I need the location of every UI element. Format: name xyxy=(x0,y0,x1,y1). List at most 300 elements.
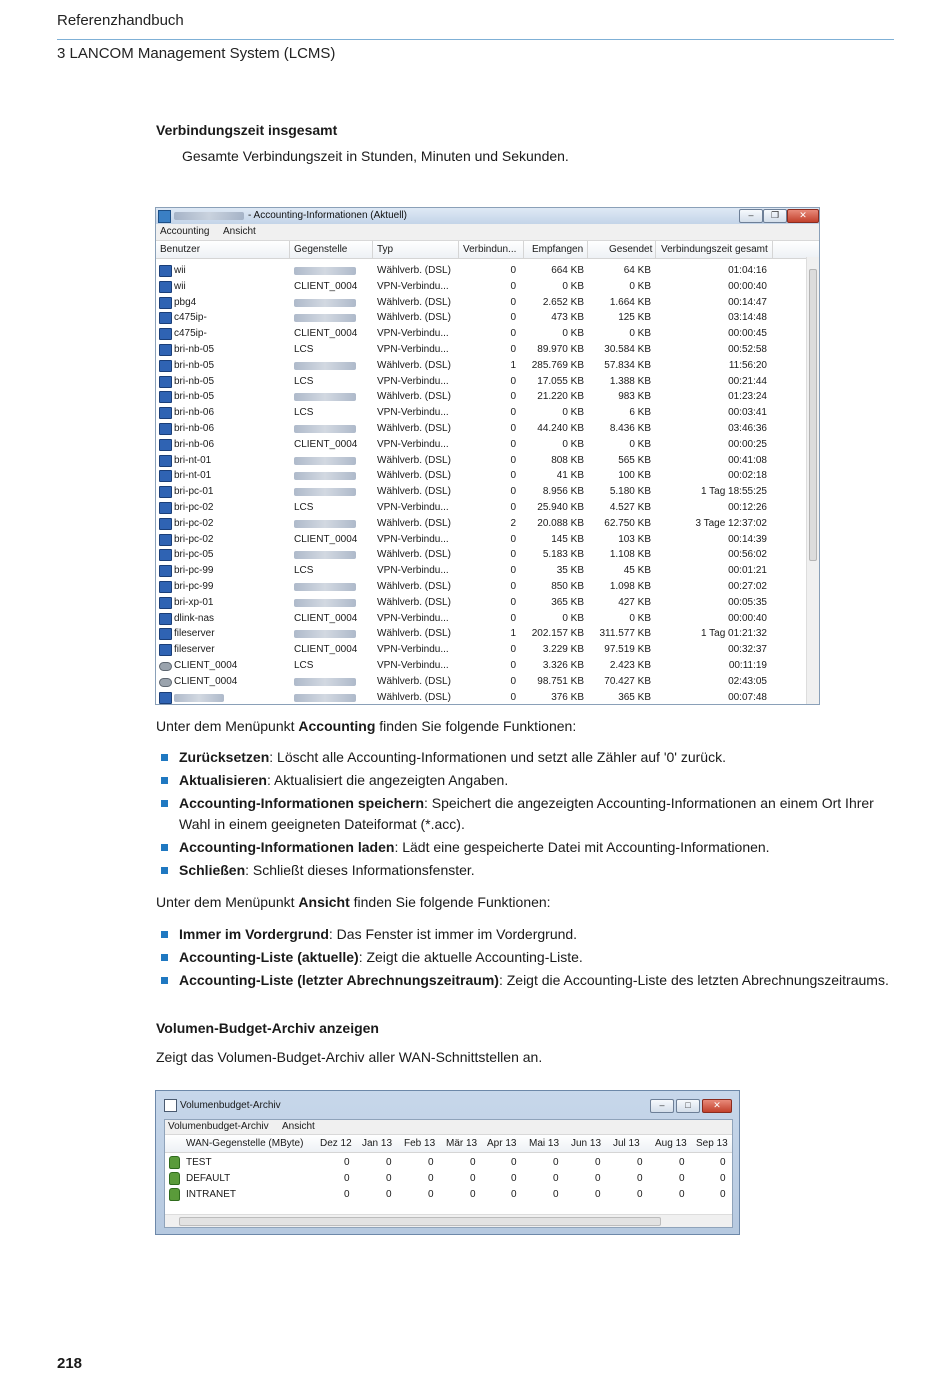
blurred-remote-name xyxy=(294,694,356,702)
cell-received: 5.183 KB xyxy=(542,549,584,561)
bullet-square-icon xyxy=(161,777,168,784)
blurred-remote-name xyxy=(294,267,356,275)
table-row[interactable] xyxy=(156,690,806,705)
cell-remote: CLIENT_0004 xyxy=(294,644,358,656)
cell-sent: 4.527 KB xyxy=(609,502,651,513)
blurred-remote-name xyxy=(294,472,356,480)
cell-total-time: 01:23:24 xyxy=(728,391,767,403)
blurred-remote-name xyxy=(294,299,356,307)
app-icon xyxy=(158,210,171,223)
cell-sent: 62.750 KB xyxy=(604,517,651,529)
cell-connections: 0 xyxy=(510,375,516,387)
cell-sent: 45 KB xyxy=(623,565,651,577)
cell-user: bri-pc-01 xyxy=(174,486,214,498)
cell-total-time: 11:56:20 xyxy=(728,359,767,371)
ansicht-function-item: Accounting-Liste (letzter Abrechnungszeitraum): Zeigt die Accounting-Liste des letzten Abrechnungszeitraums. xyxy=(158,970,898,991)
vpn-client-icon xyxy=(159,662,172,671)
cell-month-value: 0 xyxy=(553,1157,559,1168)
database-icon xyxy=(169,1188,180,1201)
cell-total-time: 00:07:48 xyxy=(728,691,767,703)
computer-icon xyxy=(159,502,172,514)
cell-connections: 0 xyxy=(510,612,516,624)
cell-sent: 983 KB xyxy=(618,391,651,403)
cell-user: bri-pc-02 xyxy=(174,533,214,545)
ansicht-function-list xyxy=(158,924,898,993)
col-verbindungen[interactable]: Verbindun... xyxy=(463,244,517,255)
cell-received: 145 KB xyxy=(551,533,584,545)
ansicht-function-item: Immer im Vordergrund: Das Fenster ist immer im Vordergrund. xyxy=(158,924,898,945)
menu-ansicht[interactable]: Ansicht xyxy=(223,226,256,237)
volume-budget-menubar xyxy=(165,1120,732,1135)
page-number: 218 xyxy=(57,1355,83,1372)
cell-month-value: 0 xyxy=(595,1173,601,1184)
table-row[interactable] xyxy=(165,1154,732,1170)
cell-month-value: 0 xyxy=(720,1189,726,1200)
cell-connections: 0 xyxy=(510,581,516,592)
table-row[interactable] xyxy=(156,516,806,532)
cell-sent: 57.834 KB xyxy=(604,359,651,371)
database-icon xyxy=(169,1156,180,1169)
cell-remote: CLIENT_0004 xyxy=(294,328,358,340)
cell-type: VPN-Verbindu... xyxy=(377,280,449,292)
cell-sent: 5.180 KB xyxy=(609,486,651,498)
cell-type: VPN-Verbindu... xyxy=(377,438,449,450)
volume-budget-column-header xyxy=(165,1135,732,1153)
volume-budget-window xyxy=(155,1090,740,1235)
cell-user: bri-nb-06 xyxy=(174,407,215,419)
table-row[interactable] xyxy=(156,484,806,500)
cell-total-time: 00:14:47 xyxy=(728,296,767,308)
cell-sent: 6 KB xyxy=(629,407,651,419)
cell-type: VPN-Verbindu... xyxy=(377,660,449,671)
cell-connections: 0 xyxy=(510,391,516,403)
cell-total-time: 00:14:39 xyxy=(728,533,767,545)
col-wan-remote[interactable]: WAN-Gegenstelle (MByte) xyxy=(186,1138,304,1149)
cell-received: 2.652 KB xyxy=(542,296,584,308)
cell-total-time: 00:00:40 xyxy=(728,612,767,624)
cell-sent: 1.098 KB xyxy=(609,581,651,592)
cell-user: c475ip- xyxy=(174,328,207,340)
computer-icon xyxy=(159,360,172,372)
cell-user: fileserver xyxy=(174,644,215,656)
accounting-vertical-scrollbar[interactable] xyxy=(806,257,819,704)
computer-icon xyxy=(159,565,172,577)
cell-remote: LCS xyxy=(294,660,314,671)
cell-user: bri-pc-99 xyxy=(174,565,214,577)
col-typ[interactable]: Typ xyxy=(377,244,394,255)
table-row[interactable] xyxy=(165,1186,732,1202)
volume-budget-content xyxy=(164,1119,733,1228)
cell-connections: 0 xyxy=(510,660,516,671)
cell-user: bri-nb-06 xyxy=(174,438,215,450)
computer-icon xyxy=(159,344,172,356)
cell-month-value: 0 xyxy=(428,1173,434,1184)
accounting-window-title: - Accounting-Informationen (Aktuell) xyxy=(248,210,407,221)
running-header-book: Referenzhandbuch xyxy=(57,12,184,29)
cell-sent: 427 KB xyxy=(618,596,651,608)
cell-total-time: 1 Tag 01:21:32 xyxy=(701,628,767,640)
cell-month-value: 0 xyxy=(720,1173,726,1184)
cell-month-value: 0 xyxy=(344,1189,350,1200)
cell-month-value: 0 xyxy=(553,1173,559,1184)
col-empfangen[interactable]: Empfangen xyxy=(532,244,584,255)
cell-user: bri-nb-05 xyxy=(174,359,215,371)
col-month[interactable]: Feb 13 xyxy=(404,1138,436,1149)
col-verbindungszeit[interactable]: Verbindungszeit gesamt xyxy=(661,244,768,255)
blurred-remote-name xyxy=(294,678,356,686)
cell-type: VPN-Verbindu... xyxy=(377,533,449,545)
table-row[interactable] xyxy=(156,500,806,516)
blurred-remote-name xyxy=(294,583,356,591)
cell-received: 376 KB xyxy=(551,691,584,703)
cell-month-value: 0 xyxy=(386,1189,392,1200)
section-text-connection-time: Gesamte Verbindungszeit in Stunden, Minuten und Sekunden. xyxy=(182,148,569,164)
bullet-square-icon xyxy=(161,977,168,984)
table-row[interactable] xyxy=(156,421,806,437)
cell-month-value: 0 xyxy=(386,1173,392,1184)
menu-volumenbudget-archiv[interactable]: Volumenbudget-Archiv xyxy=(168,1121,269,1132)
computer-icon xyxy=(159,628,172,640)
cell-month-value: 0 xyxy=(344,1173,350,1184)
cell-received: 35 KB xyxy=(556,565,584,577)
database-icon xyxy=(169,1172,180,1185)
col-gesendet[interactable]: Gesendet xyxy=(609,244,653,255)
close-button[interactable]: ✕ xyxy=(702,1099,732,1113)
cell-remote: LCS xyxy=(294,344,314,355)
cell-connections: 0 xyxy=(510,265,516,276)
cell-received: 202.157 KB xyxy=(531,628,584,640)
table-row[interactable] xyxy=(156,579,806,595)
cell-month-value: 0 xyxy=(428,1189,434,1200)
cell-type: Wählverb. (DSL) xyxy=(377,359,451,371)
computer-icon xyxy=(159,281,172,293)
table-row[interactable] xyxy=(156,263,806,279)
cell-received: 20.088 KB xyxy=(537,517,584,529)
cell-connections: 0 xyxy=(510,644,516,656)
cell-user: wii xyxy=(174,280,186,292)
cell-type: Wählverb. (DSL) xyxy=(377,691,451,703)
computer-icon xyxy=(159,692,172,704)
cell-user: dlink-nas xyxy=(174,612,215,624)
table-row[interactable] xyxy=(156,310,806,326)
cell-total-time: 00:02:18 xyxy=(728,470,767,482)
col-benutzer[interactable]: Benutzer xyxy=(160,244,201,255)
table-row[interactable] xyxy=(156,374,806,390)
cell-user: bri-nt-01 xyxy=(174,470,212,482)
table-row[interactable] xyxy=(156,437,806,453)
accounting-column-header xyxy=(156,241,819,259)
cell-month-value: 0 xyxy=(511,1189,517,1200)
blurred-remote-name xyxy=(294,362,356,370)
cell-sent: 64 KB xyxy=(623,265,651,276)
cell-received: 3.229 KB xyxy=(542,644,584,656)
computer-icon xyxy=(159,455,172,467)
window-icon xyxy=(164,1099,177,1112)
cell-connections: 0 xyxy=(510,533,516,545)
col-month[interactable]: Jun 13 xyxy=(571,1138,602,1149)
cell-remote-name: DEFAULT xyxy=(186,1173,231,1184)
cell-total-time: 00:00:45 xyxy=(728,328,767,340)
cell-user: bri-pc-99 xyxy=(174,581,214,592)
cell-connections: 0 xyxy=(510,596,516,608)
cell-received: 0 KB xyxy=(562,612,584,624)
cell-received: 89.970 KB xyxy=(537,344,584,355)
cell-remote: CLIENT_0004 xyxy=(294,438,358,450)
computer-icon xyxy=(159,534,172,546)
table-row[interactable] xyxy=(156,642,806,658)
cell-month-value: 0 xyxy=(470,1173,476,1184)
table-row[interactable] xyxy=(165,1170,732,1186)
ansicht-function-item: Accounting-Liste (aktuelle): Zeigt die aktuelle Accounting-Liste. xyxy=(158,947,898,968)
computer-icon xyxy=(159,581,172,593)
cell-connections: 1 xyxy=(510,628,516,640)
cell-total-time: 00:27:02 xyxy=(728,581,767,592)
computer-icon xyxy=(159,486,172,498)
col-month[interactable]: Jan 13 xyxy=(362,1138,393,1149)
table-row[interactable] xyxy=(156,405,806,421)
cell-connections: 0 xyxy=(510,407,516,419)
cell-connections: 0 xyxy=(510,296,516,308)
cell-sent: 2.423 KB xyxy=(609,660,651,671)
computer-icon xyxy=(159,549,172,561)
computer-icon xyxy=(159,423,172,435)
cell-received: 0 KB xyxy=(562,280,584,292)
blurred-remote-name xyxy=(294,599,356,607)
blurred-remote-name xyxy=(294,393,356,401)
cell-total-time: 00:52:58 xyxy=(728,344,767,355)
cell-user: bri-pc-02 xyxy=(174,502,214,513)
accounting-window xyxy=(155,207,820,705)
cell-type: Wählverb. (DSL) xyxy=(377,675,451,687)
cell-total-time: 00:56:02 xyxy=(728,549,767,561)
cell-connections: 0 xyxy=(510,502,516,513)
minimize-button[interactable]: – xyxy=(650,1099,674,1113)
blurred-device-name xyxy=(174,212,244,220)
cell-month-value: 0 xyxy=(428,1157,434,1168)
accounting-menubar xyxy=(156,224,819,241)
restore-button[interactable]: ❐ xyxy=(763,209,787,223)
table-row[interactable] xyxy=(156,279,806,295)
cell-sent: 0 KB xyxy=(629,328,651,340)
cell-total-time: 00:03:41 xyxy=(728,407,767,419)
vpn-client-icon xyxy=(159,678,172,687)
blurred-remote-name xyxy=(294,457,356,465)
running-header-chapter: 3 LANCOM Management System (LCMS) xyxy=(57,45,336,62)
computer-icon xyxy=(159,518,172,530)
cell-received: 3.326 KB xyxy=(542,660,584,671)
cell-type: Wählverb. (DSL) xyxy=(377,517,451,529)
cell-month-value: 0 xyxy=(511,1173,517,1184)
cell-type: Wählverb. (DSL) xyxy=(377,549,451,561)
cell-user: bri-pc-05 xyxy=(174,549,214,561)
computer-icon xyxy=(159,470,172,482)
close-button[interactable]: ✕ xyxy=(787,209,819,223)
scrollbar-thumb[interactable] xyxy=(179,1217,661,1226)
col-month[interactable]: Apr 13 xyxy=(487,1138,517,1149)
cell-received: 0 KB xyxy=(562,328,584,340)
cell-received: 41 KB xyxy=(556,470,584,482)
accounting-function-item: Accounting-Informationen speichern: Speichert die angezeigten Accounting-Informationen an einem Ort Ihrer Wahl in einem geeigneten Dateiformat (*.acc). xyxy=(158,793,898,835)
cell-connections: 0 xyxy=(510,423,516,434)
cell-total-time: 00:00:40 xyxy=(728,280,767,292)
cell-total-time: 03:14:48 xyxy=(728,312,767,324)
cell-type: Wählverb. (DSL) xyxy=(377,265,451,276)
cell-sent: 8.436 KB xyxy=(609,423,651,434)
cell-total-time: 00:05:35 xyxy=(728,596,767,608)
cell-type: VPN-Verbindu... xyxy=(377,565,449,577)
cell-month-value: 0 xyxy=(637,1189,643,1200)
cell-user: bri-pc-02 xyxy=(174,517,214,529)
cell-sent: 565 KB xyxy=(618,454,651,466)
section-text-volume-budget: Zeigt das Volumen-Budget-Archiv aller WAN-Schnittstellen an. xyxy=(156,1049,543,1065)
table-row[interactable] xyxy=(156,532,806,548)
cell-month-value: 0 xyxy=(679,1157,685,1168)
cell-type: VPN-Verbindu... xyxy=(377,612,449,624)
cell-received: 98.751 KB xyxy=(537,675,584,687)
col-month[interactable]: Sep 13 xyxy=(696,1138,728,1149)
table-row[interactable] xyxy=(156,326,806,342)
cell-type: VPN-Verbindu... xyxy=(377,644,449,656)
computer-icon xyxy=(159,312,172,324)
cell-received: 21.220 KB xyxy=(537,391,584,403)
cell-total-time: 00:12:26 xyxy=(728,502,767,513)
cell-type: Wählverb. (DSL) xyxy=(377,312,451,324)
cell-received: 850 KB xyxy=(551,581,584,592)
blurred-remote-name xyxy=(294,488,356,496)
blurred-remote-name xyxy=(294,520,356,528)
table-row[interactable] xyxy=(156,295,806,311)
computer-icon xyxy=(159,644,172,656)
cell-month-value: 0 xyxy=(637,1173,643,1184)
cell-user: bri-nb-06 xyxy=(174,423,215,434)
cell-type: Wählverb. (DSL) xyxy=(377,486,451,498)
computer-icon xyxy=(159,597,172,609)
table-row[interactable] xyxy=(156,611,806,627)
cell-sent: 125 KB xyxy=(618,312,651,324)
cell-total-time: 00:32:37 xyxy=(728,644,767,656)
computer-icon xyxy=(159,391,172,403)
table-row[interactable] xyxy=(156,626,806,642)
cell-user: wii xyxy=(174,265,186,276)
col-month[interactable]: Aug 13 xyxy=(655,1138,687,1149)
cell-total-time: 00:00:25 xyxy=(728,438,767,450)
blurred-remote-name xyxy=(294,314,356,322)
scrollbar-thumb[interactable] xyxy=(809,269,817,561)
cell-month-value: 0 xyxy=(553,1189,559,1200)
cell-month-value: 0 xyxy=(595,1189,601,1200)
section-heading-volume-budget: Volumen-Budget-Archiv anzeigen xyxy=(156,1020,379,1036)
computer-icon xyxy=(159,439,172,451)
cell-user: CLIENT_0004 xyxy=(174,660,238,671)
maximize-button[interactable]: □ xyxy=(676,1099,700,1113)
cell-type: Wählverb. (DSL) xyxy=(377,581,451,592)
cell-connections: 0 xyxy=(510,470,516,482)
col-month[interactable]: Mai 13 xyxy=(529,1138,560,1149)
ansicht-menu-intro: Unter dem Menüpunkt Ansicht finden Sie folgende Funktionen: xyxy=(156,894,551,910)
table-row[interactable] xyxy=(156,342,806,358)
cell-received: 285.769 KB xyxy=(531,359,584,371)
bullet-square-icon xyxy=(161,954,168,961)
table-row[interactable] xyxy=(156,674,806,690)
col-month[interactable]: Dez 12 xyxy=(320,1138,352,1149)
cell-month-value: 0 xyxy=(720,1157,726,1168)
minimize-button[interactable]: – xyxy=(739,209,763,223)
section-heading-connection-time: Verbindungszeit insgesamt xyxy=(156,122,338,138)
cell-connections: 0 xyxy=(510,280,516,292)
cell-connections: 0 xyxy=(510,438,516,450)
computer-icon xyxy=(159,407,172,419)
table-row[interactable] xyxy=(156,595,806,611)
cell-connections: 0 xyxy=(510,549,516,561)
cell-sent: 311.577 KB xyxy=(599,628,651,640)
cell-remote: LCS xyxy=(294,375,314,387)
cell-sent: 30.584 KB xyxy=(604,344,651,355)
accounting-menu-intro: Unter dem Menüpunkt Accounting finden Sie folgende Funktionen: xyxy=(156,718,577,734)
menu-accounting[interactable]: Accounting xyxy=(160,226,210,237)
cell-month-value: 0 xyxy=(386,1157,392,1168)
table-row[interactable] xyxy=(156,358,806,374)
table-row[interactable] xyxy=(156,547,806,563)
cell-sent: 0 KB xyxy=(629,438,651,450)
cell-month-value: 0 xyxy=(595,1157,601,1168)
cell-connections: 0 xyxy=(510,675,516,687)
col-month[interactable]: Mär 13 xyxy=(446,1138,478,1149)
computer-icon xyxy=(159,265,172,277)
table-row[interactable] xyxy=(156,389,806,405)
cell-user: bri-nb-05 xyxy=(174,375,215,387)
table-row[interactable] xyxy=(156,468,806,484)
accounting-function-item: Aktualisieren: Aktualisiert die angezeigten Angaben. xyxy=(158,770,898,791)
cell-type: VPN-Verbindu... xyxy=(377,328,449,340)
cell-remote: LCS xyxy=(294,565,314,577)
cell-total-time: 00:21:44 xyxy=(728,375,767,387)
cell-total-time: 00:11:19 xyxy=(728,660,767,671)
cell-received: 44.240 KB xyxy=(537,423,584,434)
cell-remote: LCS xyxy=(294,502,314,513)
bullet-square-icon xyxy=(161,931,168,938)
cell-type: VPN-Verbindu... xyxy=(377,407,449,419)
computer-icon xyxy=(159,613,172,625)
blurred-remote-name xyxy=(294,630,356,638)
horizontal-scrollbar[interactable] xyxy=(165,1214,732,1227)
cell-sent: 70.427 KB xyxy=(604,675,651,687)
cell-sent: 97.519 KB xyxy=(604,644,651,656)
cell-total-time: 03:46:36 xyxy=(728,423,767,434)
bullet-square-icon xyxy=(161,867,168,874)
cell-connections: 0 xyxy=(510,486,516,498)
accounting-function-item: Accounting-Informationen laden: Lädt eine gespeicherte Datei mit Accounting-Informationen. xyxy=(158,837,898,858)
cell-sent: 1.664 KB xyxy=(609,296,651,308)
cell-sent: 1.388 KB xyxy=(609,375,651,387)
bullet-square-icon xyxy=(161,800,168,807)
blurred-user-name xyxy=(174,694,224,702)
cell-type: Wählverb. (DSL) xyxy=(377,596,451,608)
cell-connections: 0 xyxy=(510,328,516,340)
menu-ansicht[interactable]: Ansicht xyxy=(282,1121,315,1132)
header-rule xyxy=(57,39,894,40)
table-row[interactable] xyxy=(156,658,806,674)
cell-month-value: 0 xyxy=(637,1157,643,1168)
col-gegenstelle[interactable]: Gegenstelle xyxy=(294,244,348,255)
table-row[interactable] xyxy=(156,453,806,469)
cell-type: VPN-Verbindu... xyxy=(377,375,449,387)
cell-connections: 2 xyxy=(510,517,516,529)
col-month[interactable]: Jul 13 xyxy=(613,1138,640,1149)
cell-received: 0 KB xyxy=(562,438,584,450)
cell-user: bri-nt-01 xyxy=(174,454,212,466)
cell-total-time: 02:43:05 xyxy=(728,675,767,687)
table-row[interactable] xyxy=(156,563,806,579)
